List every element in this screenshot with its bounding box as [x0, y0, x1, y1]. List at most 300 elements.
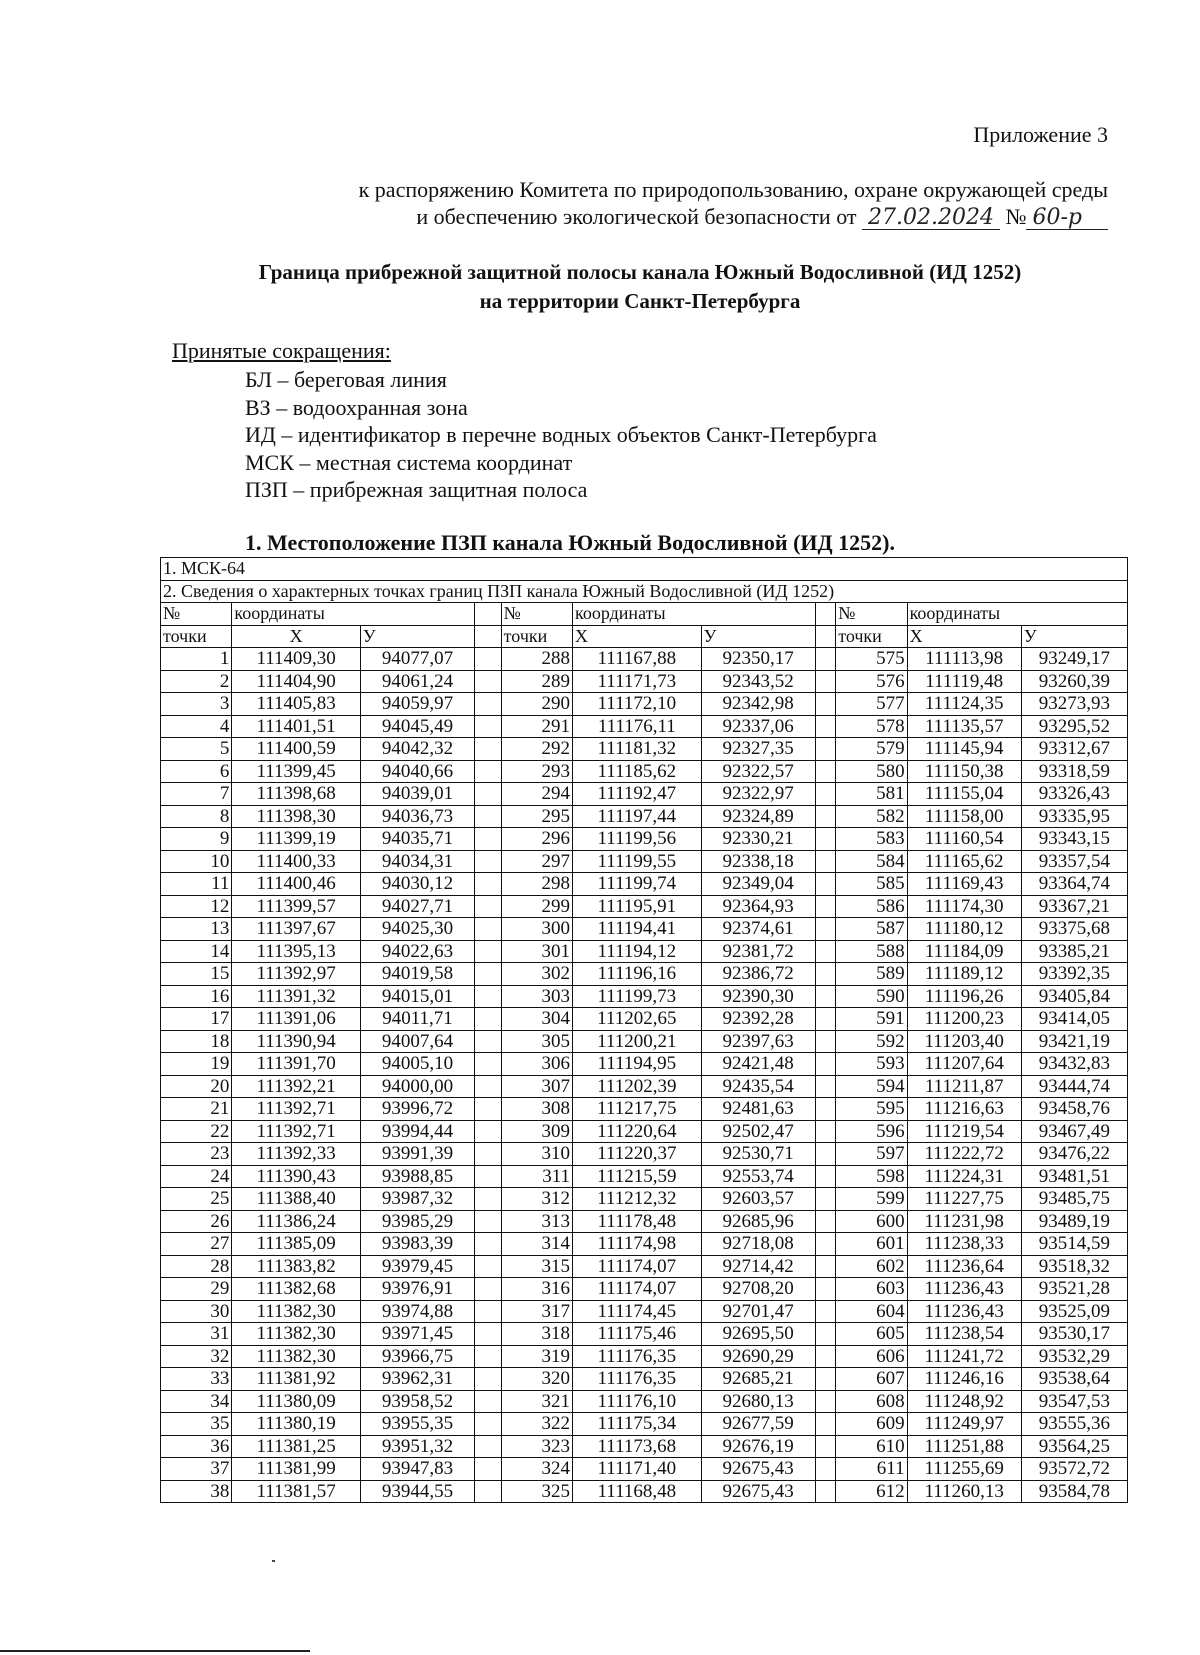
- column-gap: [475, 738, 502, 761]
- point-number: 311: [501, 1165, 572, 1188]
- abbreviation-item: МСК – местная система координат: [245, 449, 573, 475]
- coord-x: 111398,68: [232, 783, 361, 806]
- point-number: 7: [161, 783, 232, 806]
- coord-y: 93295,52: [1021, 715, 1127, 738]
- table-row: [161, 1165, 1128, 1188]
- coord-y: 94042,32: [360, 738, 474, 761]
- coord-x: 111150,38: [907, 760, 1021, 783]
- coord-y: 92349,04: [701, 873, 815, 896]
- number-sign: №: [1005, 204, 1027, 229]
- coord-x: 111405,83: [232, 693, 361, 716]
- column-gap: [815, 895, 835, 918]
- coord-x: 111155,04: [907, 783, 1021, 806]
- coord-y: 94077,07: [360, 648, 474, 671]
- coord-x: 111380,19: [232, 1413, 361, 1436]
- coord-y: 92338,18: [701, 850, 815, 873]
- point-number: 38: [161, 1480, 232, 1503]
- table-row: [161, 760, 1128, 783]
- coord-x: 111391,70: [232, 1053, 361, 1076]
- column-gap: [475, 1053, 502, 1076]
- coord-x: 111169,43: [907, 873, 1021, 896]
- column-gap: [475, 1413, 502, 1436]
- point-number: 303: [501, 985, 572, 1008]
- coord-y: 93962,31: [360, 1368, 474, 1391]
- point-number: 307: [501, 1075, 572, 1098]
- coord-y: 93532,29: [1021, 1345, 1127, 1368]
- coord-x: 111404,90: [232, 670, 361, 693]
- header-coordinates: координаты: [573, 603, 816, 626]
- coord-x: 111211,87: [907, 1075, 1021, 1098]
- handwritten-date: 27.02.2024: [862, 207, 1000, 230]
- point-number: 604: [836, 1300, 907, 1323]
- table-row: [161, 1458, 1128, 1481]
- coord-y: 92553,74: [701, 1165, 815, 1188]
- coord-x: 111174,98: [573, 1233, 702, 1256]
- header-point: точки: [161, 625, 232, 648]
- coord-x: 111200,23: [907, 1008, 1021, 1031]
- table-row-caption: [161, 580, 1128, 603]
- point-number: 309: [501, 1120, 572, 1143]
- point-number: 578: [836, 715, 907, 738]
- point-number: 603: [836, 1278, 907, 1301]
- coord-y: 94007,64: [360, 1030, 474, 1053]
- point-number: 11: [161, 873, 232, 896]
- point-number: 582: [836, 805, 907, 828]
- coord-y: 92374,61: [701, 918, 815, 941]
- coord-x: 111202,65: [573, 1008, 702, 1031]
- point-number: 577: [836, 693, 907, 716]
- coord-x: 111381,57: [232, 1480, 361, 1503]
- point-number: 6: [161, 760, 232, 783]
- point-number: 586: [836, 895, 907, 918]
- coord-y: 92502,47: [701, 1120, 815, 1143]
- point-number: 1: [161, 648, 232, 671]
- table-row: [161, 1053, 1128, 1076]
- point-number: 324: [501, 1458, 572, 1481]
- column-gap: [475, 1233, 502, 1256]
- column-gap: [475, 648, 502, 671]
- table-header-row-2: [161, 625, 1128, 648]
- column-gap: [815, 1278, 835, 1301]
- column-gap: [815, 670, 835, 693]
- coord-y: 93974,88: [360, 1300, 474, 1323]
- header-no: №: [501, 603, 572, 626]
- column-gap: [815, 1413, 835, 1436]
- coord-x: 111222,72: [907, 1143, 1021, 1166]
- coord-x: 111385,09: [232, 1233, 361, 1256]
- coord-x: 111197,44: [573, 805, 702, 828]
- column-gap: [475, 1075, 502, 1098]
- coord-x: 111401,51: [232, 715, 361, 738]
- point-number: 8: [161, 805, 232, 828]
- abbreviation-item: БЛ – береговая линия: [245, 367, 447, 392]
- coord-x: 111194,12: [573, 940, 702, 963]
- point-number: 17: [161, 1008, 232, 1031]
- column-gap: [815, 783, 835, 806]
- coord-y: 93951,32: [360, 1435, 474, 1458]
- column-gap: [475, 940, 502, 963]
- coord-y: 94005,10: [360, 1053, 474, 1076]
- column-gap: [475, 1120, 502, 1143]
- coord-x: 111145,94: [907, 738, 1021, 761]
- point-number: 5: [161, 738, 232, 761]
- point-number: 4: [161, 715, 232, 738]
- column-gap: [815, 1143, 835, 1166]
- coord-y: 94022,63: [360, 940, 474, 963]
- column-gap: [815, 1120, 835, 1143]
- coord-y: 92675,43: [701, 1480, 815, 1503]
- coord-y: 92530,71: [701, 1143, 815, 1166]
- point-number: 14: [161, 940, 232, 963]
- coord-y: 92350,17: [701, 648, 815, 671]
- column-gap: [815, 963, 835, 986]
- point-number: 322: [501, 1413, 572, 1436]
- table-row: [161, 738, 1128, 761]
- coord-x: 111260,13: [907, 1480, 1021, 1503]
- point-number: 314: [501, 1233, 572, 1256]
- coord-x: 111386,24: [232, 1210, 361, 1233]
- table-row: [161, 1480, 1128, 1503]
- point-number: 321: [501, 1390, 572, 1413]
- point-number: 10: [161, 850, 232, 873]
- column-gap: [475, 1030, 502, 1053]
- header-y: У: [701, 625, 815, 648]
- coord-x: 111381,25: [232, 1435, 361, 1458]
- column-gap: [475, 625, 502, 648]
- column-gap: [475, 1143, 502, 1166]
- column-gap: [815, 1233, 835, 1256]
- coord-x: 111203,40: [907, 1030, 1021, 1053]
- coord-x: 111119,48: [907, 670, 1021, 693]
- coord-x: 111184,09: [907, 940, 1021, 963]
- coord-y: 92330,21: [701, 828, 815, 851]
- point-number: 290: [501, 693, 572, 716]
- point-number: 26: [161, 1210, 232, 1233]
- point-number: 19: [161, 1053, 232, 1076]
- column-gap: [475, 828, 502, 851]
- point-number: 581: [836, 783, 907, 806]
- coord-x: 111381,99: [232, 1458, 361, 1481]
- point-number: 300: [501, 918, 572, 941]
- point-number: 28: [161, 1255, 232, 1278]
- coord-y: 93530,17: [1021, 1323, 1127, 1346]
- coord-y: 92324,89: [701, 805, 815, 828]
- point-number: 23: [161, 1143, 232, 1166]
- column-gap: [815, 1435, 835, 1458]
- coord-y: 93988,85: [360, 1165, 474, 1188]
- coord-x: 111196,16: [573, 963, 702, 986]
- column-gap: [475, 918, 502, 941]
- column-gap: [815, 873, 835, 896]
- coord-y: 93357,54: [1021, 850, 1127, 873]
- coord-y: 92327,35: [701, 738, 815, 761]
- table-row: [161, 1413, 1128, 1436]
- coord-y: 93405,84: [1021, 985, 1127, 1008]
- coord-y: 92603,57: [701, 1188, 815, 1211]
- coord-x: 111382,30: [232, 1345, 361, 1368]
- point-number: 598: [836, 1165, 907, 1188]
- column-gap: [475, 1390, 502, 1413]
- coord-y: 92397,63: [701, 1030, 815, 1053]
- coord-x: 111400,46: [232, 873, 361, 896]
- coord-x: 111392,71: [232, 1120, 361, 1143]
- coord-x: 111238,54: [907, 1323, 1021, 1346]
- column-gap: [475, 963, 502, 986]
- column-gap: [475, 670, 502, 693]
- coord-x: 111217,75: [573, 1098, 702, 1121]
- column-gap: [815, 603, 835, 626]
- point-number: 610: [836, 1435, 907, 1458]
- coord-y: 94019,58: [360, 963, 474, 986]
- handwritten-number: 60-р: [1026, 207, 1108, 230]
- column-gap: [475, 873, 502, 896]
- table-row: [161, 963, 1128, 986]
- column-gap: [815, 850, 835, 873]
- coord-y: 93947,83: [360, 1458, 474, 1481]
- coord-x: 111171,40: [573, 1458, 702, 1481]
- point-number: 575: [836, 648, 907, 671]
- coord-y: 92714,42: [701, 1255, 815, 1278]
- point-number: 36: [161, 1435, 232, 1458]
- coord-y: 93996,72: [360, 1098, 474, 1121]
- column-gap: [815, 625, 835, 648]
- point-number: 600: [836, 1210, 907, 1233]
- point-number: 579: [836, 738, 907, 761]
- coord-y: 93458,76: [1021, 1098, 1127, 1121]
- column-gap: [815, 940, 835, 963]
- point-number: 293: [501, 760, 572, 783]
- table-row: [161, 828, 1128, 851]
- coord-x: 111231,98: [907, 1210, 1021, 1233]
- abbreviation-item: ВЗ – водоохранная зона: [245, 394, 468, 420]
- coord-x: 111212,32: [573, 1188, 702, 1211]
- point-number: 609: [836, 1413, 907, 1436]
- coord-x: 111178,48: [573, 1210, 702, 1233]
- document-title: [0, 258, 1200, 316]
- point-number: 18: [161, 1030, 232, 1053]
- coord-x: 111199,55: [573, 850, 702, 873]
- point-number: 611: [836, 1458, 907, 1481]
- coord-y: 93564,25: [1021, 1435, 1127, 1458]
- column-gap: [475, 1345, 502, 1368]
- point-number: 294: [501, 783, 572, 806]
- point-number: 305: [501, 1030, 572, 1053]
- table-row: [161, 1008, 1128, 1031]
- point-number: 13: [161, 918, 232, 941]
- coord-x: 111251,88: [907, 1435, 1021, 1458]
- coord-y: 92718,08: [701, 1233, 815, 1256]
- table-row: [161, 1278, 1128, 1301]
- coord-x: 111392,21: [232, 1075, 361, 1098]
- coord-x: 111383,82: [232, 1255, 361, 1278]
- point-number: 320: [501, 1368, 572, 1391]
- coord-x: 111400,59: [232, 738, 361, 761]
- table-row: [161, 1120, 1128, 1143]
- point-number: 325: [501, 1480, 572, 1503]
- coordinates-table-body: [161, 558, 1128, 1503]
- point-number: 16: [161, 985, 232, 1008]
- coord-y: 93584,78: [1021, 1480, 1127, 1503]
- coord-y: 93260,39: [1021, 670, 1127, 693]
- coord-y: 92364,93: [701, 895, 815, 918]
- coord-y: 93421,19: [1021, 1030, 1127, 1053]
- coord-y: 93538,64: [1021, 1368, 1127, 1391]
- point-number: 21: [161, 1098, 232, 1121]
- column-gap: [815, 1480, 835, 1503]
- order-line-2-text: и обеспечению экологической безопасности от: [416, 204, 857, 229]
- coord-y: 93489,19: [1021, 1210, 1127, 1233]
- point-number: 585: [836, 873, 907, 896]
- coord-y: 93985,29: [360, 1210, 474, 1233]
- coord-x: 111199,73: [573, 985, 702, 1008]
- coord-x: 111135,57: [907, 715, 1021, 738]
- coord-y: 93335,95: [1021, 805, 1127, 828]
- column-gap: [815, 738, 835, 761]
- point-number: 589: [836, 963, 907, 986]
- coord-x: 111168,48: [573, 1480, 702, 1503]
- coord-y: 93432,83: [1021, 1053, 1127, 1076]
- coord-x: 111380,09: [232, 1390, 361, 1413]
- table-row: [161, 1345, 1128, 1368]
- coord-x: 111176,10: [573, 1390, 702, 1413]
- coord-y: 92381,72: [701, 940, 815, 963]
- coord-x: 111207,64: [907, 1053, 1021, 1076]
- coord-y: 93958,52: [360, 1390, 474, 1413]
- coord-y: 93944,55: [360, 1480, 474, 1503]
- coord-y: 92708,20: [701, 1278, 815, 1301]
- point-number: 20: [161, 1075, 232, 1098]
- coord-x: 111194,95: [573, 1053, 702, 1076]
- title-line-2: на территории Санкт-Петербурга: [479, 289, 801, 313]
- coord-y: 93273,93: [1021, 693, 1127, 716]
- coord-x: 111392,71: [232, 1098, 361, 1121]
- point-number: 299: [501, 895, 572, 918]
- coord-x: 111174,07: [573, 1278, 702, 1301]
- point-number: 608: [836, 1390, 907, 1413]
- coord-x: 111176,35: [573, 1368, 702, 1391]
- coord-x: 111390,94: [232, 1030, 361, 1053]
- coord-y: 92481,63: [701, 1098, 815, 1121]
- coord-x: 111175,46: [573, 1323, 702, 1346]
- coord-y: 93375,68: [1021, 918, 1127, 941]
- table-row: [161, 1075, 1128, 1098]
- coord-y: 94039,01: [360, 783, 474, 806]
- coord-y: 92675,43: [701, 1458, 815, 1481]
- column-gap: [475, 1323, 502, 1346]
- point-number: 587: [836, 918, 907, 941]
- column-gap: [815, 1323, 835, 1346]
- column-gap: [815, 1165, 835, 1188]
- coord-y: 93481,51: [1021, 1165, 1127, 1188]
- coord-y: 92392,28: [701, 1008, 815, 1031]
- column-gap: [475, 715, 502, 738]
- coord-y: 94034,31: [360, 850, 474, 873]
- table-row: [161, 1255, 1128, 1278]
- coord-y: 93467,49: [1021, 1120, 1127, 1143]
- point-number: 29: [161, 1278, 232, 1301]
- point-number: 30: [161, 1300, 232, 1323]
- header-point: точки: [836, 625, 907, 648]
- table-row: [161, 1098, 1128, 1121]
- coord-y: 94059,97: [360, 693, 474, 716]
- coordinates-table: [160, 557, 1128, 1503]
- column-gap: [815, 1188, 835, 1211]
- order-reference: [0, 176, 1108, 230]
- column-gap: [475, 1255, 502, 1278]
- coord-y: 94035,71: [360, 828, 474, 851]
- table-header-row-1: [161, 603, 1128, 626]
- coord-y: 93955,35: [360, 1413, 474, 1436]
- coord-y: 93414,05: [1021, 1008, 1127, 1031]
- point-number: 2: [161, 670, 232, 693]
- coord-x: 111195,91: [573, 895, 702, 918]
- point-number: 597: [836, 1143, 907, 1166]
- coord-x: 111173,68: [573, 1435, 702, 1458]
- column-gap: [815, 1053, 835, 1076]
- coord-x: 111246,16: [907, 1368, 1021, 1391]
- point-number: 22: [161, 1120, 232, 1143]
- coord-y: 92685,96: [701, 1210, 815, 1233]
- coord-y: 92390,30: [701, 985, 815, 1008]
- point-number: 605: [836, 1323, 907, 1346]
- coord-y: 92695,50: [701, 1323, 815, 1346]
- point-number: 601: [836, 1233, 907, 1256]
- point-number: 12: [161, 895, 232, 918]
- coord-x: 111381,92: [232, 1368, 361, 1391]
- point-number: 25: [161, 1188, 232, 1211]
- column-gap: [475, 895, 502, 918]
- point-number: 317: [501, 1300, 572, 1323]
- point-number: 612: [836, 1480, 907, 1503]
- coord-x: 111238,33: [907, 1233, 1021, 1256]
- point-number: 588: [836, 940, 907, 963]
- coord-x: 111249,97: [907, 1413, 1021, 1436]
- coord-y: 94030,12: [360, 873, 474, 896]
- coord-x: 111236,43: [907, 1278, 1021, 1301]
- column-gap: [815, 1075, 835, 1098]
- point-number: 312: [501, 1188, 572, 1211]
- column-gap: [815, 760, 835, 783]
- coord-y: 93476,22: [1021, 1143, 1127, 1166]
- column-gap: [475, 985, 502, 1008]
- column-gap: [815, 1390, 835, 1413]
- point-number: 310: [501, 1143, 572, 1166]
- coord-x: 111248,92: [907, 1390, 1021, 1413]
- abbreviations-heading: Принятые сокращения:: [172, 338, 391, 363]
- point-number: 607: [836, 1368, 907, 1391]
- table-row: [161, 1233, 1128, 1256]
- coord-x: 111399,19: [232, 828, 361, 851]
- coord-y: 94036,73: [360, 805, 474, 828]
- scan-speck: [272, 1560, 275, 1562]
- point-number: 296: [501, 828, 572, 851]
- coord-x: 111176,35: [573, 1345, 702, 1368]
- coord-y: 93966,75: [360, 1345, 474, 1368]
- coord-x: 111224,31: [907, 1165, 1021, 1188]
- coord-x: 111395,13: [232, 940, 361, 963]
- column-gap: [475, 1098, 502, 1121]
- coord-x: 111216,63: [907, 1098, 1021, 1121]
- coord-x: 111172,10: [573, 693, 702, 716]
- order-line-2: [0, 203, 1108, 230]
- point-number: 27: [161, 1233, 232, 1256]
- header-coordinates: координаты: [907, 603, 1127, 626]
- table-row: [161, 873, 1128, 896]
- table-row: [161, 940, 1128, 963]
- coord-x: 111175,34: [573, 1413, 702, 1436]
- coord-y: 92680,13: [701, 1390, 815, 1413]
- coord-y: 93514,59: [1021, 1233, 1127, 1256]
